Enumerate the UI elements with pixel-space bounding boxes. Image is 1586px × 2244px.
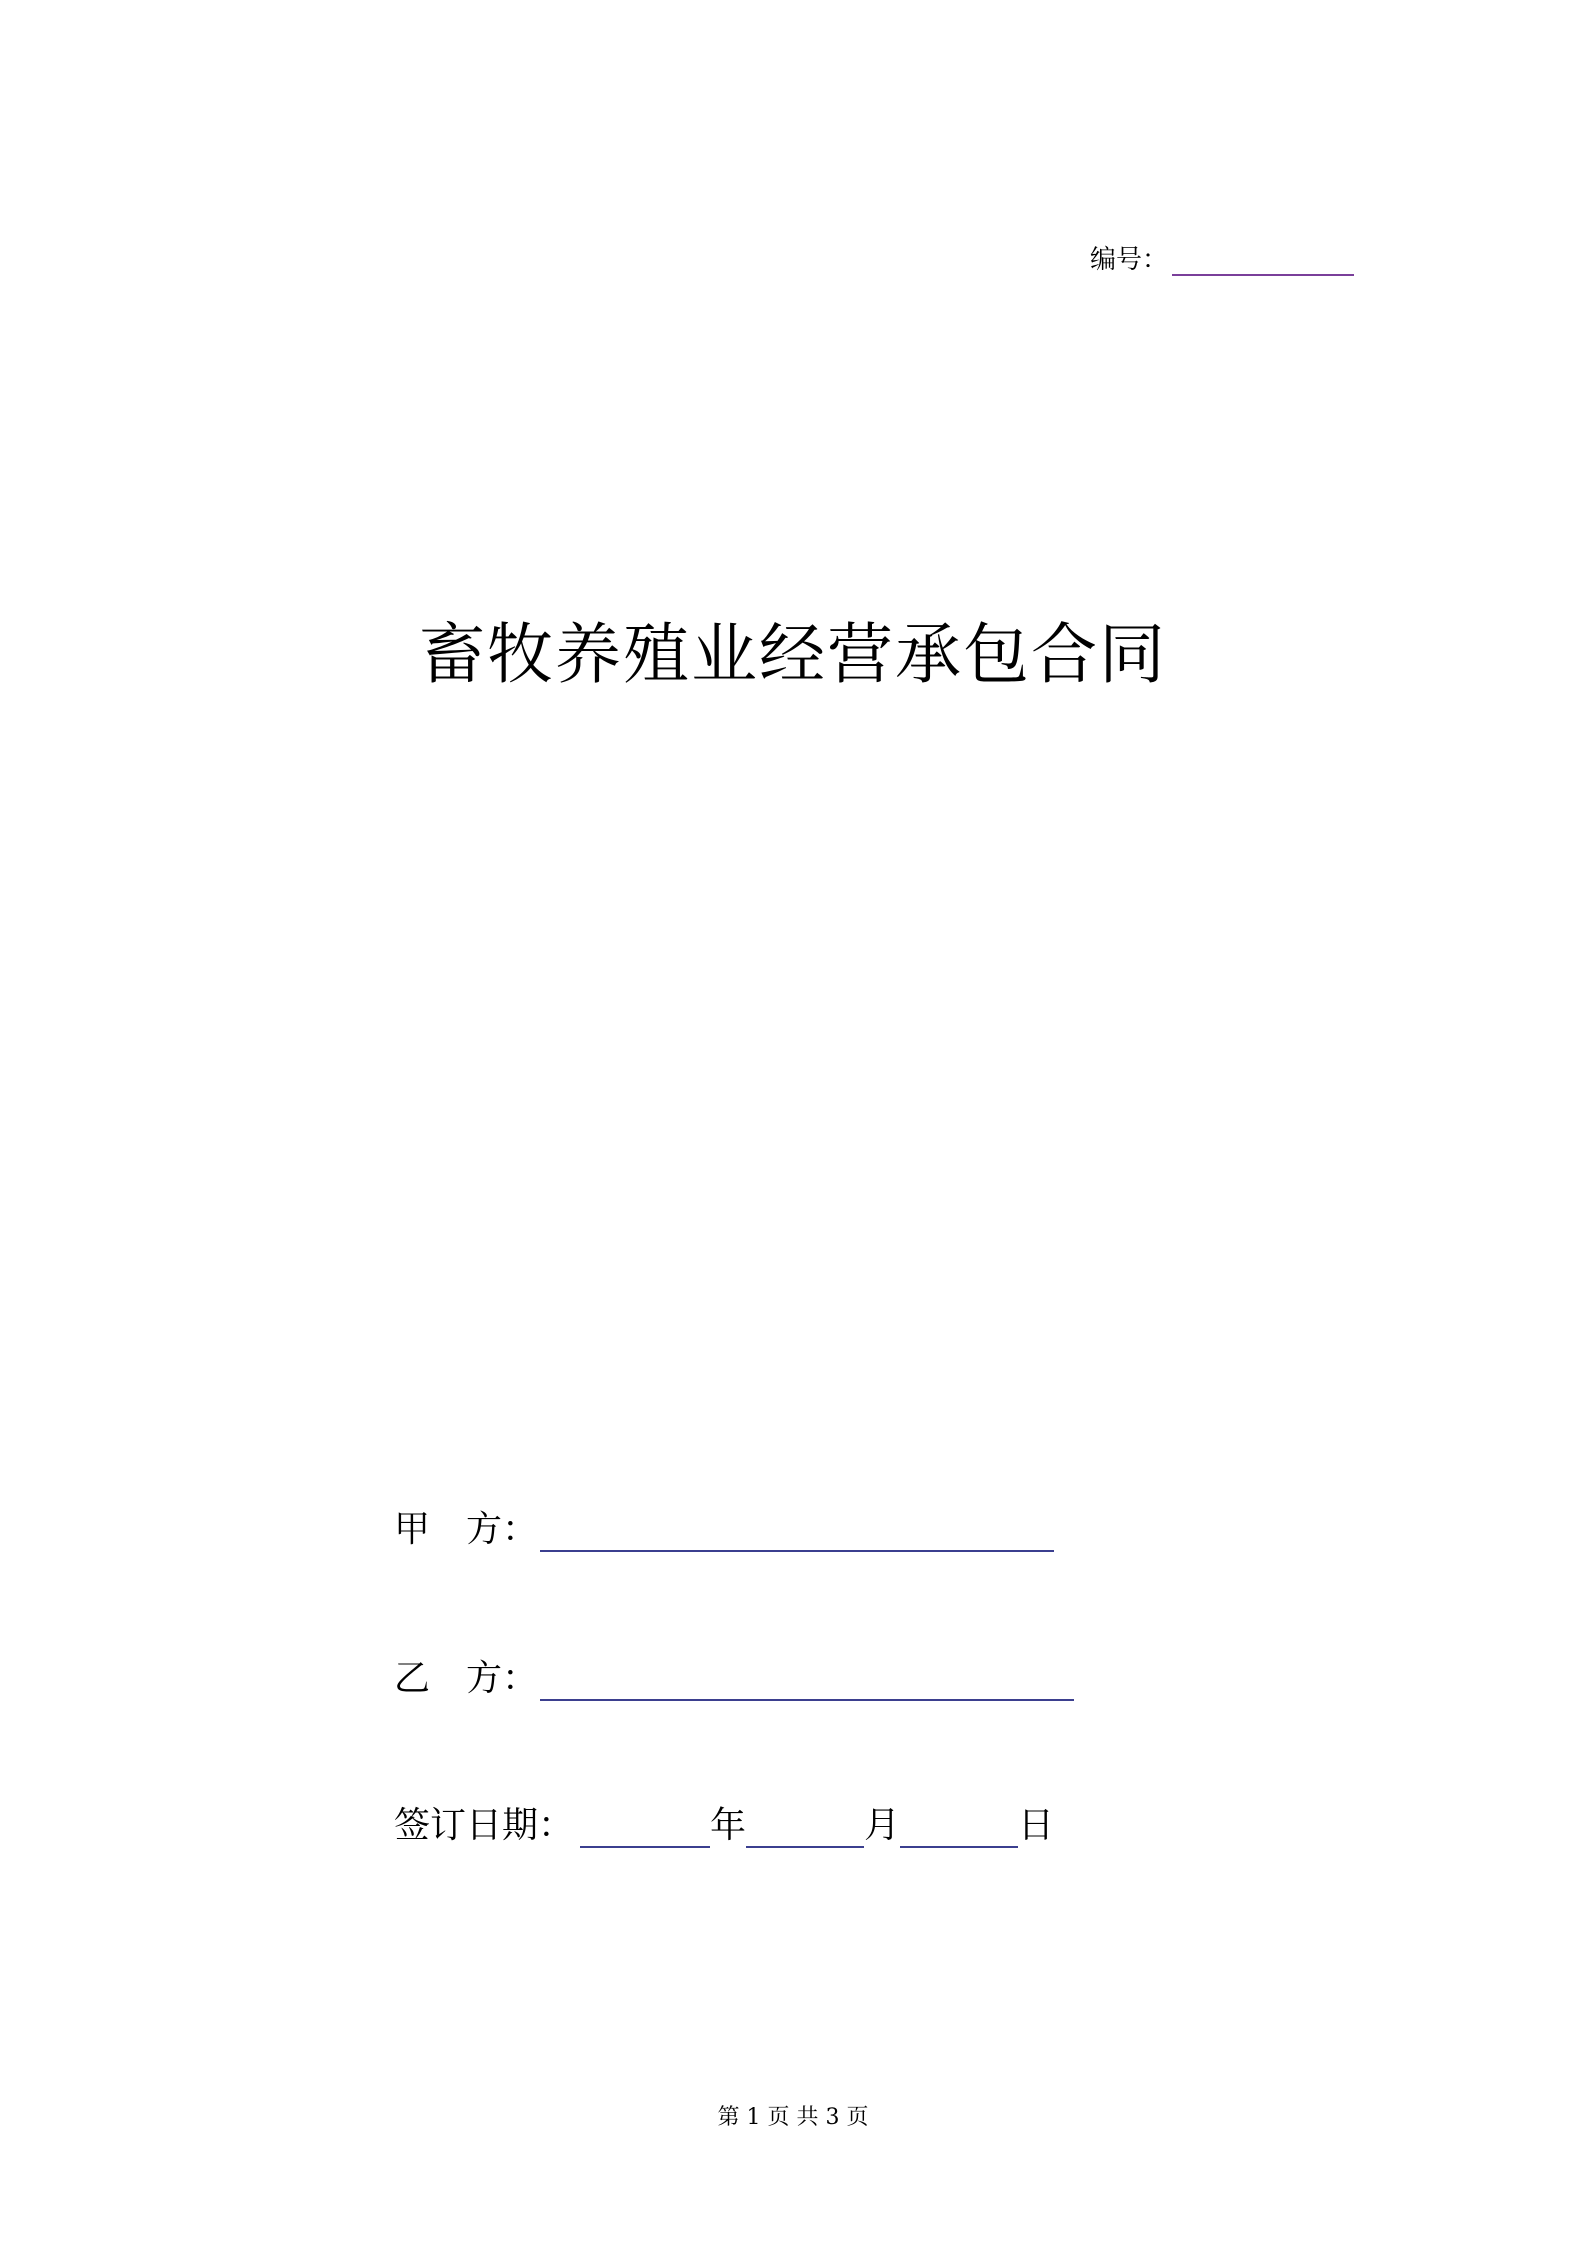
month-unit: 月 bbox=[864, 1805, 901, 1846]
party-a-label: 甲 方： bbox=[394, 1509, 539, 1550]
party-b-row bbox=[394, 1657, 1074, 1701]
document-title: 畜牧养殖业经营承包合同 bbox=[419, 616, 1167, 693]
party-b-label: 乙 方： bbox=[394, 1658, 539, 1699]
party-b-blank[interactable] bbox=[540, 1663, 1074, 1701]
day-unit: 日 bbox=[1018, 1805, 1055, 1846]
page-footer: 第 1 页 共 3 页 bbox=[717, 2105, 869, 2130]
sign-date-row bbox=[394, 1804, 1054, 1848]
sign-day-blank[interactable] bbox=[900, 1810, 1018, 1848]
document-number-label: 编号： bbox=[1090, 245, 1169, 275]
party-a-row bbox=[394, 1508, 1054, 1552]
sign-date-label: 签订日期： bbox=[394, 1805, 575, 1846]
party-a-blank[interactable] bbox=[540, 1514, 1054, 1552]
document-number-blank[interactable] bbox=[1172, 246, 1354, 276]
year-unit: 年 bbox=[710, 1805, 747, 1846]
sign-month-blank[interactable] bbox=[746, 1810, 864, 1848]
sign-year-blank[interactable] bbox=[580, 1810, 710, 1848]
document-number bbox=[1090, 244, 1354, 276]
